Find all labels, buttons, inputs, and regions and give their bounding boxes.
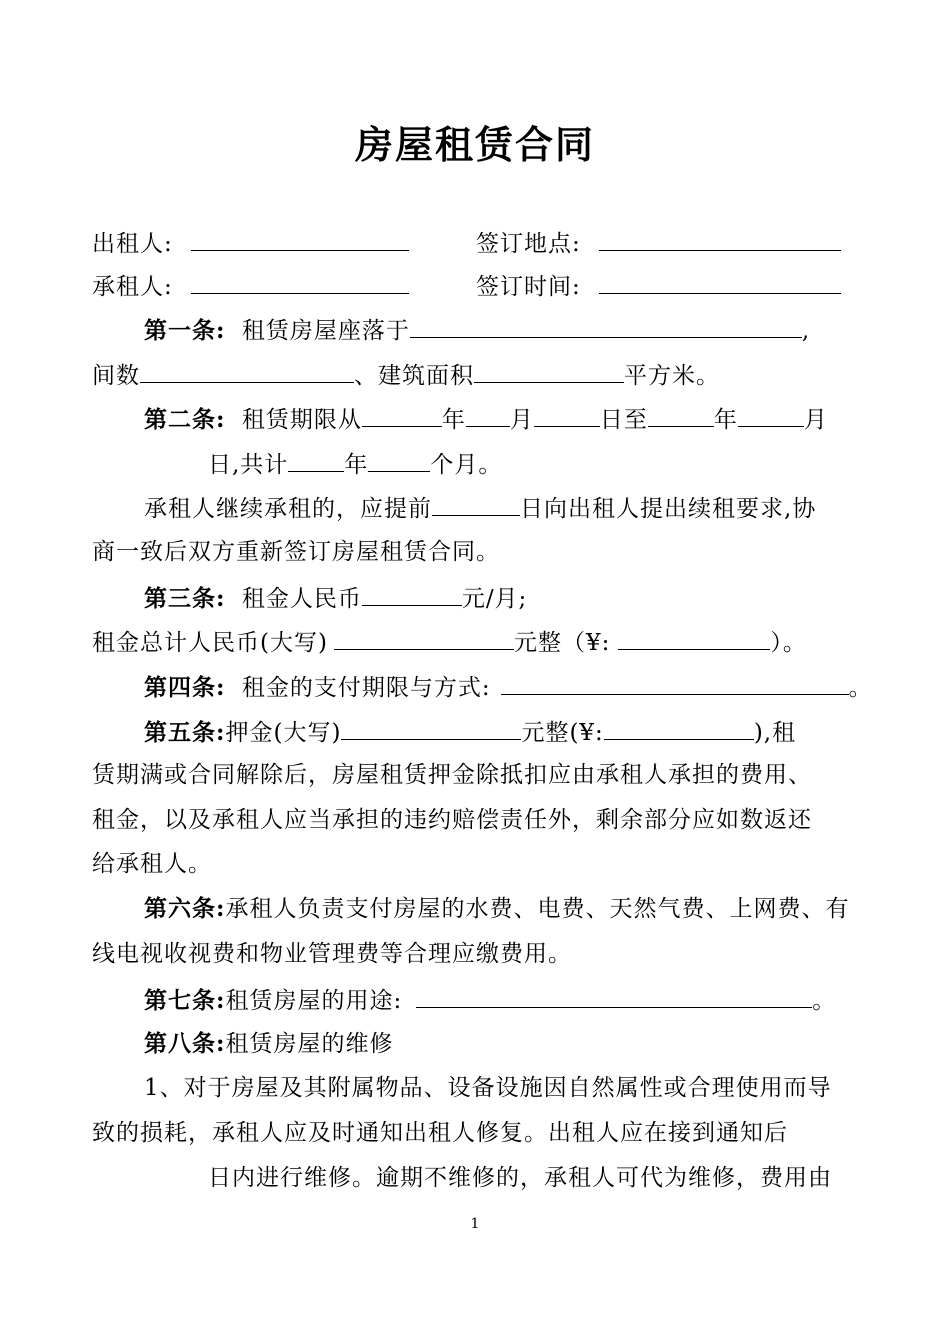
total-years-blank[interactable] (288, 448, 344, 472)
total-rent-label: 租金总计人民币(大写) (92, 630, 328, 656)
lessor-blank[interactable] (191, 227, 409, 251)
renewal-line-1 (144, 492, 914, 524)
utilities-text-1: 承租人负责支付房屋的水费、电费、天然气费、上网费、有 (225, 896, 850, 922)
article-2-line-2 (208, 448, 950, 480)
lessee-blank[interactable] (191, 270, 409, 294)
address-blank[interactable] (410, 314, 802, 338)
repair-text-1: 1、对于房屋及其附属物品、设备设施因自然属性或合理使用而导 (144, 1075, 832, 1101)
day-to-label: 日至 (599, 407, 648, 433)
repair-line-3 (208, 1163, 950, 1193)
article-6-line-1 (144, 894, 914, 924)
article-6-label: 第六条: (144, 895, 226, 922)
area-blank[interactable] (474, 359, 624, 383)
deposit-label: 押金(大写) (225, 720, 342, 746)
document-title: 房屋租赁合同 (354, 122, 595, 167)
area-label: 、建筑面积 (354, 363, 474, 389)
article-8-line (144, 1029, 914, 1059)
payment-terms-label: 租金的支付期限与方式: (241, 675, 491, 701)
page-number: 1 (470, 1216, 480, 1232)
total-rent-number-blank[interactable] (618, 626, 770, 650)
end-month-blank[interactable] (738, 403, 804, 427)
deposit-words-blank[interactable] (341, 716, 521, 740)
article-5-line-3 (92, 805, 862, 835)
payment-terms-blank[interactable] (501, 671, 849, 695)
article-1-line-2 (92, 359, 862, 391)
repair-text-2: 致的损耗，承租人应及时通知出租人修复。出租人应在接到通知后 (92, 1120, 788, 1146)
article-5-line-2 (92, 760, 862, 790)
article-7-label: 第七条: (144, 987, 226, 1014)
month-label: 月 (509, 407, 534, 433)
usage-label: 租赁房屋的用途: (225, 988, 403, 1014)
article-5-label: 第五条: (144, 719, 226, 746)
total-months-blank[interactable] (368, 448, 430, 472)
article-5-line-1 (144, 716, 914, 748)
total-term-label: 日,共计 (208, 452, 289, 478)
renewal-text-c: 商一致后双方重新签订房屋租赁合同。 (92, 539, 500, 565)
article-1-text: 租赁房屋座落于 (241, 318, 410, 344)
article-1-label: 第一条: (144, 317, 226, 344)
renewal-line-2 (92, 537, 862, 567)
article-3-label: 第三条: (144, 585, 226, 612)
article-7-line (144, 984, 914, 1016)
sign-place-label: 签订地点: (476, 231, 581, 257)
rent-label: 租金人民币 (241, 586, 362, 612)
end-year-blank[interactable] (648, 403, 714, 427)
total-rent-yuan: 元整（¥: (513, 630, 611, 656)
start-day-blank[interactable] (534, 403, 600, 427)
article-1-comma: , (801, 318, 811, 344)
usage-period: 。 (812, 988, 837, 1014)
lessor-label: 出租人: (92, 231, 173, 257)
month-label-2: 月 (803, 407, 828, 433)
deposit-close: ),租 (753, 720, 797, 746)
repair-line-1 (144, 1073, 914, 1103)
area-unit: 平方米。 (624, 363, 720, 389)
article-3-line-2 (92, 626, 862, 658)
sign-time-label: 签订时间: (476, 274, 581, 300)
article-3-line-1 (144, 582, 914, 614)
repair-line-2 (92, 1118, 862, 1148)
year-label-2: 年 (713, 407, 738, 433)
total-rent-words-blank[interactable] (334, 626, 514, 650)
header-row-lessor (92, 227, 862, 259)
payment-terms-period: 。 (848, 675, 873, 701)
rent-unit: 元/月; (461, 586, 528, 612)
article-8-label: 第八条: (144, 1030, 226, 1057)
header-row-lessee (92, 270, 862, 302)
term-from-label: 租赁期限从 (241, 407, 362, 433)
renewal-days-blank[interactable] (432, 492, 520, 516)
renewal-text-a: 承租人继续承租的，应提前 (144, 496, 432, 522)
sign-place-blank[interactable] (599, 227, 841, 251)
repair-text-3: 日内进行维修。逾期不维修的，承租人可代为维修，费用由 (208, 1165, 832, 1191)
deposit-text-4: 给承租人。 (92, 851, 212, 877)
deposit-text-3: 租金，以及承租人应当承担的违约赔偿责任外，剩余部分应如数返还 (92, 807, 812, 833)
renewal-text-b: 日向出租人提出续租要求,协 (520, 496, 817, 522)
article-2-line-1 (144, 403, 914, 435)
article-4-line (144, 671, 914, 703)
months-label: 个月。 (430, 452, 503, 478)
monthly-rent-blank[interactable] (362, 582, 462, 606)
article-5-line-4 (92, 849, 862, 879)
start-month-blank[interactable] (466, 403, 510, 427)
lessee-label: 承租人: (92, 274, 173, 300)
years-label: 年 (344, 452, 369, 478)
start-year-blank[interactable] (362, 403, 442, 427)
utilities-text-2: 线电视收视费和物业管理费等合理应缴费用。 (92, 941, 572, 967)
article-2-label: 第二条: (144, 406, 226, 433)
usage-blank[interactable] (416, 984, 812, 1008)
article-1-line-1 (144, 314, 914, 346)
repair-heading: 租赁房屋的维修 (225, 1031, 394, 1057)
article-4-label: 第四条: (144, 674, 226, 701)
rooms-label: 间数 (92, 363, 140, 389)
deposit-text-2: 赁期满或合同解除后，房屋租赁押金除抵扣应由承租人承担的费用、 (92, 762, 812, 788)
article-6-line-2 (92, 939, 862, 969)
rooms-blank[interactable] (140, 359, 354, 383)
year-label: 年 (441, 407, 466, 433)
sign-time-blank[interactable] (599, 270, 841, 294)
deposit-number-blank[interactable] (604, 716, 754, 740)
total-rent-close: ）。 (770, 630, 807, 656)
deposit-yuan: 元整(¥: (521, 720, 604, 746)
